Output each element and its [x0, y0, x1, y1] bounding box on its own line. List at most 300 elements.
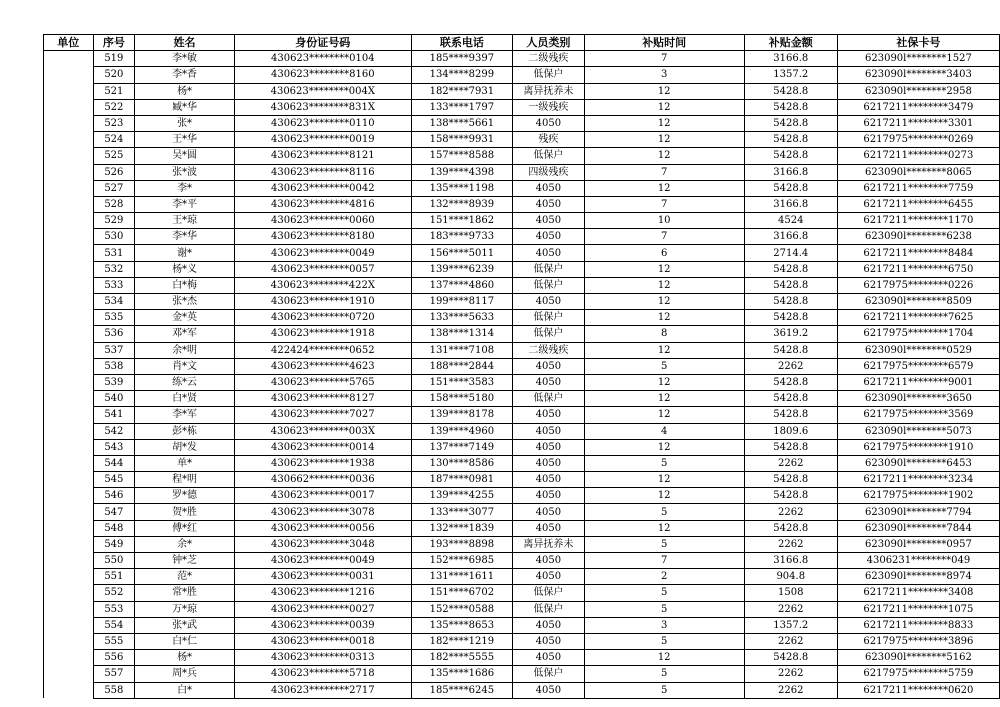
phone-cell: 182****5555	[411, 650, 512, 666]
seq-cell: 555	[93, 633, 135, 649]
subsidy-amount-cell: 2262	[744, 455, 837, 471]
seq-cell: 558	[93, 682, 135, 698]
seq-cell: 554	[93, 617, 135, 633]
category-cell: 二级残疾	[513, 342, 585, 358]
subsidy-amount-cell: 3166.8	[744, 196, 837, 212]
id-number-cell: 430623********0313	[234, 650, 411, 666]
category-cell: 低保户	[513, 261, 585, 277]
name-cell: 罗*德	[135, 488, 235, 504]
subsidy-amount-cell: 5428.8	[744, 520, 837, 536]
name-cell: 白*梅	[135, 277, 235, 293]
name-cell: 吴*圆	[135, 148, 235, 164]
category-cell: 4050	[513, 115, 585, 131]
seq-cell: 530	[93, 229, 135, 245]
phone-cell: 185****6245	[411, 682, 512, 698]
name-cell: 周*兵	[135, 666, 235, 682]
card-number-cell: 6217975********0226	[837, 277, 999, 293]
category-cell: 低保户	[513, 67, 585, 83]
category-cell: 低保户	[513, 326, 585, 342]
table-row	[44, 617, 1000, 633]
card-number-cell: 6217975********1910	[837, 439, 999, 455]
category-cell: 4050	[513, 423, 585, 439]
name-cell: 杨*	[135, 650, 235, 666]
id-number-cell: 430623********8127	[234, 391, 411, 407]
subsidy-months-cell: 5	[584, 504, 744, 520]
phone-cell: 133****3077	[411, 504, 512, 520]
card-number-cell: 623090l********8509	[837, 294, 999, 310]
name-cell: 胡*发	[135, 439, 235, 455]
table-row	[44, 504, 1000, 520]
card-number-cell: 6217211********3479	[837, 99, 999, 115]
id-number-cell: 430623********0039	[234, 617, 411, 633]
unit-cell	[44, 423, 94, 439]
name-cell: 李*华	[135, 229, 235, 245]
phone-cell: 137****4860	[411, 277, 512, 293]
phone-cell: 183****9733	[411, 229, 512, 245]
subsidy-months-cell: 7	[584, 164, 744, 180]
name-cell: 臧*华	[135, 99, 235, 115]
subsidy-amount-cell: 5428.8	[744, 439, 837, 455]
seq-cell: 522	[93, 99, 135, 115]
subsidy-months-cell: 6	[584, 245, 744, 261]
subsidy-months-cell: 12	[584, 342, 744, 358]
phone-cell: 139****4960	[411, 423, 512, 439]
seq-cell: 541	[93, 407, 135, 423]
id-number-cell: 430623********0027	[234, 601, 411, 617]
seq-cell: 533	[93, 277, 135, 293]
name-cell: 王*华	[135, 132, 235, 148]
id-number-cell: 430623********2717	[234, 682, 411, 698]
card-number-cell: 6217975********6579	[837, 358, 999, 374]
unit-cell	[44, 601, 94, 617]
id-number-cell: 430623********0110	[234, 115, 411, 131]
card-number-cell: 6217211********1170	[837, 213, 999, 229]
card-number-cell: 623090l********5073	[837, 423, 999, 439]
table-row	[44, 164, 1000, 180]
category-cell: 4050	[513, 504, 585, 520]
id-number-cell: 430623********0049	[234, 553, 411, 569]
subsidy-amount-cell: 2262	[744, 682, 837, 698]
phone-cell: 138****1314	[411, 326, 512, 342]
phone-cell: 131****1611	[411, 569, 512, 585]
name-cell: 张*波	[135, 164, 235, 180]
category-cell: 低保户	[513, 391, 585, 407]
subsidy-amount-cell: 2262	[744, 666, 837, 682]
subsidy-months-cell: 12	[584, 310, 744, 326]
id-number-cell: 430623********3078	[234, 504, 411, 520]
unit-cell	[44, 132, 94, 148]
seq-cell: 545	[93, 472, 135, 488]
phone-cell: 133****1797	[411, 99, 512, 115]
table-row	[44, 666, 1000, 682]
seq-cell: 547	[93, 504, 135, 520]
category-cell: 4050	[513, 358, 585, 374]
category-cell: 离异抚养未	[513, 536, 585, 552]
subsidy-months-cell: 3	[584, 617, 744, 633]
table-row	[44, 99, 1000, 115]
subsidy-months-cell: 12	[584, 520, 744, 536]
subsidy-months-cell: 5	[584, 358, 744, 374]
id-number-cell: 430623********8121	[234, 148, 411, 164]
header-subsidy-amount: 补贴金额	[744, 35, 837, 51]
unit-cell	[44, 229, 94, 245]
name-cell: 李*	[135, 180, 235, 196]
table-row	[44, 294, 1000, 310]
category-cell: 二级残疾	[513, 51, 585, 67]
unit-cell	[44, 99, 94, 115]
id-number-cell: 430623********7027	[234, 407, 411, 423]
name-cell: 程*明	[135, 472, 235, 488]
subsidy-months-cell: 5	[584, 455, 744, 471]
unit-cell	[44, 520, 94, 536]
category-cell: 4050	[513, 407, 585, 423]
category-cell: 一级残疾	[513, 99, 585, 115]
unit-cell	[44, 148, 94, 164]
subsidy-months-cell: 5	[584, 682, 744, 698]
subsidy-months-cell: 12	[584, 132, 744, 148]
phone-cell: 151****6702	[411, 585, 512, 601]
unit-cell	[44, 504, 94, 520]
id-number-cell: 430623********0042	[234, 180, 411, 196]
seq-cell: 542	[93, 423, 135, 439]
unit-cell	[44, 553, 94, 569]
category-cell: 4050	[513, 553, 585, 569]
table-row	[44, 455, 1000, 471]
name-cell: 李*香	[135, 67, 235, 83]
subsidy-amount-cell: 5428.8	[744, 342, 837, 358]
subsidy-amount-cell: 5428.8	[744, 650, 837, 666]
subsidy-amount-cell: 1357.2	[744, 67, 837, 83]
subsidy-months-cell: 12	[584, 83, 744, 99]
table-row	[44, 261, 1000, 277]
table-row	[44, 213, 1000, 229]
id-number-cell: 430623********0019	[234, 132, 411, 148]
id-number-cell: 430623********0057	[234, 261, 411, 277]
subsidy-amount-cell: 1357.2	[744, 617, 837, 633]
unit-cell	[44, 294, 94, 310]
category-cell: 4050	[513, 520, 585, 536]
unit-cell	[44, 682, 94, 698]
table-row	[44, 423, 1000, 439]
phone-cell: 139****6239	[411, 261, 512, 277]
category-cell: 离异抚养未	[513, 83, 585, 99]
id-number-cell: 430623********0104	[234, 51, 411, 67]
category-cell: 4050	[513, 229, 585, 245]
unit-cell	[44, 342, 94, 358]
card-number-cell: 623090l********3403	[837, 67, 999, 83]
id-number-cell: 430623********1918	[234, 326, 411, 342]
header-id-number: 身份证号码	[234, 35, 411, 51]
unit-cell	[44, 617, 94, 633]
phone-cell: 133****5633	[411, 310, 512, 326]
subsidy-amount-cell: 5428.8	[744, 407, 837, 423]
unit-cell	[44, 585, 94, 601]
subsidy-months-cell: 5	[584, 585, 744, 601]
header-row	[44, 35, 1000, 51]
category-cell: 4050	[513, 213, 585, 229]
category-cell: 4050	[513, 650, 585, 666]
id-number-cell: 430623********003X	[234, 423, 411, 439]
table-row	[44, 439, 1000, 455]
subsidy-amount-cell: 5428.8	[744, 261, 837, 277]
subsidy-amount-cell: 5428.8	[744, 391, 837, 407]
card-number-cell: 6217211********1075	[837, 601, 999, 617]
table-row	[44, 682, 1000, 698]
name-cell: 张*武	[135, 617, 235, 633]
card-number-cell: 623090l********8974	[837, 569, 999, 585]
subsidy-months-cell: 12	[584, 488, 744, 504]
category-cell: 4050	[513, 472, 585, 488]
unit-cell	[44, 213, 94, 229]
table-row	[44, 277, 1000, 293]
id-number-cell: 430623********1910	[234, 294, 411, 310]
unit-cell	[44, 277, 94, 293]
unit-cell	[44, 391, 94, 407]
category-cell: 4050	[513, 196, 585, 212]
id-number-cell: 430623********8180	[234, 229, 411, 245]
name-cell: 肖*文	[135, 358, 235, 374]
subsidy-amount-cell: 5428.8	[744, 374, 837, 390]
table-row	[44, 650, 1000, 666]
card-number-cell: 6217975********5759	[837, 666, 999, 682]
card-number-cell: 4306231********049	[837, 553, 999, 569]
card-number-cell: 6217211********8484	[837, 245, 999, 261]
name-cell: 李*军	[135, 407, 235, 423]
phone-cell: 152****0588	[411, 601, 512, 617]
card-number-cell: 623090l********7844	[837, 520, 999, 536]
name-cell: 张*杰	[135, 294, 235, 310]
card-number-cell: 623090l********7794	[837, 504, 999, 520]
category-cell: 4050	[513, 245, 585, 261]
phone-cell: 132****8939	[411, 196, 512, 212]
category-cell: 4050	[513, 633, 585, 649]
name-cell: 白*仁	[135, 633, 235, 649]
subsidy-months-cell: 5	[584, 633, 744, 649]
id-number-cell: 430623********3048	[234, 536, 411, 552]
table-row	[44, 342, 1000, 358]
table-row	[44, 472, 1000, 488]
seq-cell: 529	[93, 213, 135, 229]
name-cell: 余*	[135, 536, 235, 552]
unit-cell	[44, 374, 94, 390]
card-number-cell: 623090l********6238	[837, 229, 999, 245]
name-cell: 白*	[135, 682, 235, 698]
name-cell: 傅*红	[135, 520, 235, 536]
phone-cell: 137****7149	[411, 439, 512, 455]
subsidy-amount-cell: 2262	[744, 358, 837, 374]
seq-cell: 531	[93, 245, 135, 261]
table-row	[44, 407, 1000, 423]
card-number-cell: 6217975********3896	[837, 633, 999, 649]
subsidy-months-cell: 5	[584, 666, 744, 682]
seq-cell: 546	[93, 488, 135, 504]
unit-cell	[44, 83, 94, 99]
name-cell: 贺*胜	[135, 504, 235, 520]
card-number-cell: 6217211********7759	[837, 180, 999, 196]
category-cell: 残疾	[513, 132, 585, 148]
subsidy-months-cell: 12	[584, 115, 744, 131]
phone-cell: 138****5661	[411, 115, 512, 131]
name-cell: 王*琼	[135, 213, 235, 229]
unit-cell	[44, 180, 94, 196]
id-number-cell: 430623********0014	[234, 439, 411, 455]
name-cell: 单*	[135, 455, 235, 471]
phone-cell: 151****3583	[411, 374, 512, 390]
id-number-cell: 430623********8160	[234, 67, 411, 83]
id-number-cell: 430623********831X	[234, 99, 411, 115]
card-number-cell: 6217975********0269	[837, 132, 999, 148]
category-cell: 4050	[513, 569, 585, 585]
header-category: 人员类别	[513, 35, 585, 51]
card-number-cell: 6217975********1902	[837, 488, 999, 504]
subsidy-months-cell: 7	[584, 553, 744, 569]
card-number-cell: 6217211********3301	[837, 115, 999, 131]
name-cell: 谢*	[135, 245, 235, 261]
seq-cell: 524	[93, 132, 135, 148]
seq-cell: 527	[93, 180, 135, 196]
seq-cell: 523	[93, 115, 135, 131]
unit-cell	[44, 245, 94, 261]
seq-cell: 551	[93, 569, 135, 585]
card-number-cell: 6217211********9001	[837, 374, 999, 390]
seq-cell: 553	[93, 601, 135, 617]
subsidy-months-cell: 2	[584, 569, 744, 585]
category-cell: 低保户	[513, 601, 585, 617]
phone-cell: 199****8117	[411, 294, 512, 310]
table-row	[44, 374, 1000, 390]
seq-cell: 536	[93, 326, 135, 342]
table-row	[44, 148, 1000, 164]
table-row	[44, 601, 1000, 617]
category-cell: 低保户	[513, 148, 585, 164]
id-number-cell: 430623********8116	[234, 164, 411, 180]
phone-cell: 131****7108	[411, 342, 512, 358]
header-name: 姓名	[135, 35, 235, 51]
unit-cell	[44, 51, 94, 67]
seq-cell: 557	[93, 666, 135, 682]
name-cell: 万*琼	[135, 601, 235, 617]
unit-cell	[44, 569, 94, 585]
seq-cell: 526	[93, 164, 135, 180]
seq-cell: 556	[93, 650, 135, 666]
name-cell: 杨*义	[135, 261, 235, 277]
header-phone: 联系电话	[411, 35, 512, 51]
subsidy-months-cell: 12	[584, 407, 744, 423]
table-row	[44, 391, 1000, 407]
category-cell: 4050	[513, 488, 585, 504]
card-number-cell: 6217211********6455	[837, 196, 999, 212]
name-cell: 范*	[135, 569, 235, 585]
id-number-cell: 430623********5718	[234, 666, 411, 682]
subsidy-amount-cell: 3166.8	[744, 229, 837, 245]
unit-cell	[44, 650, 94, 666]
unit-cell	[44, 633, 94, 649]
subsidy-months-cell: 12	[584, 148, 744, 164]
phone-cell: 135****1198	[411, 180, 512, 196]
category-cell: 低保户	[513, 277, 585, 293]
id-number-cell: 430623********4816	[234, 196, 411, 212]
card-number-cell: 623090l********0957	[837, 536, 999, 552]
seq-cell: 539	[93, 374, 135, 390]
subsidy-amount-cell: 5428.8	[744, 115, 837, 131]
table-row	[44, 585, 1000, 601]
phone-cell: 193****8898	[411, 536, 512, 552]
seq-cell: 552	[93, 585, 135, 601]
subsidy-months-cell: 12	[584, 472, 744, 488]
id-number-cell: 430623********0060	[234, 213, 411, 229]
subsidy-months-cell: 4	[584, 423, 744, 439]
subsidy-amount-cell: 2262	[744, 601, 837, 617]
id-number-cell: 430623********5765	[234, 374, 411, 390]
unit-cell	[44, 261, 94, 277]
phone-cell: 152****6985	[411, 553, 512, 569]
phone-cell: 156****5011	[411, 245, 512, 261]
id-number-cell: 430623********0049	[234, 245, 411, 261]
subsidy-amount-cell: 2262	[744, 536, 837, 552]
name-cell: 李*平	[135, 196, 235, 212]
unit-cell	[44, 439, 94, 455]
table-row	[44, 310, 1000, 326]
table-row	[44, 553, 1000, 569]
id-number-cell: 422424********0652	[234, 342, 411, 358]
subsidy-months-cell: 7	[584, 51, 744, 67]
header-subsidy-months: 补贴时间	[584, 35, 744, 51]
category-cell: 4050	[513, 180, 585, 196]
subsidy-amount-cell: 5428.8	[744, 132, 837, 148]
table-row	[44, 180, 1000, 196]
seq-cell: 544	[93, 455, 135, 471]
card-number-cell: 623090l********8065	[837, 164, 999, 180]
subsidy-amount-cell: 5428.8	[744, 472, 837, 488]
seq-cell: 540	[93, 391, 135, 407]
table-row	[44, 536, 1000, 552]
table-body	[44, 51, 1000, 699]
table-row	[44, 67, 1000, 83]
id-number-cell: 430623********0017	[234, 488, 411, 504]
unit-cell	[44, 455, 94, 471]
phone-cell: 182****1219	[411, 633, 512, 649]
seq-cell: 543	[93, 439, 135, 455]
subsidy-amount-cell: 2714.4	[744, 245, 837, 261]
phone-cell: 132****1839	[411, 520, 512, 536]
subsidy-amount-cell: 4524	[744, 213, 837, 229]
unit-cell	[44, 666, 94, 682]
subsidy-months-cell: 3	[584, 67, 744, 83]
name-cell: 余*明	[135, 342, 235, 358]
unit-cell	[44, 488, 94, 504]
category-cell: 4050	[513, 682, 585, 698]
card-number-cell: 623090l********5162	[837, 650, 999, 666]
subsidy-amount-cell: 3619.2	[744, 326, 837, 342]
subsidy-amount-cell: 1508	[744, 585, 837, 601]
id-number-cell: 430623********1938	[234, 455, 411, 471]
subsidy-amount-cell: 2262	[744, 504, 837, 520]
subsidy-amount-cell: 5428.8	[744, 83, 837, 99]
phone-cell: 134****8299	[411, 67, 512, 83]
phone-cell: 187****0981	[411, 472, 512, 488]
category-cell: 4050	[513, 439, 585, 455]
unit-cell	[44, 310, 94, 326]
subsidy-amount-cell: 5428.8	[744, 310, 837, 326]
subsidy-months-cell: 12	[584, 391, 744, 407]
seq-cell: 528	[93, 196, 135, 212]
card-number-cell: 623090l********1527	[837, 51, 999, 67]
card-number-cell: 6217211********8833	[837, 617, 999, 633]
name-cell: 邓*军	[135, 326, 235, 342]
subsidy-months-cell: 5	[584, 536, 744, 552]
subsidy-months-cell: 8	[584, 326, 744, 342]
table-row	[44, 132, 1000, 148]
